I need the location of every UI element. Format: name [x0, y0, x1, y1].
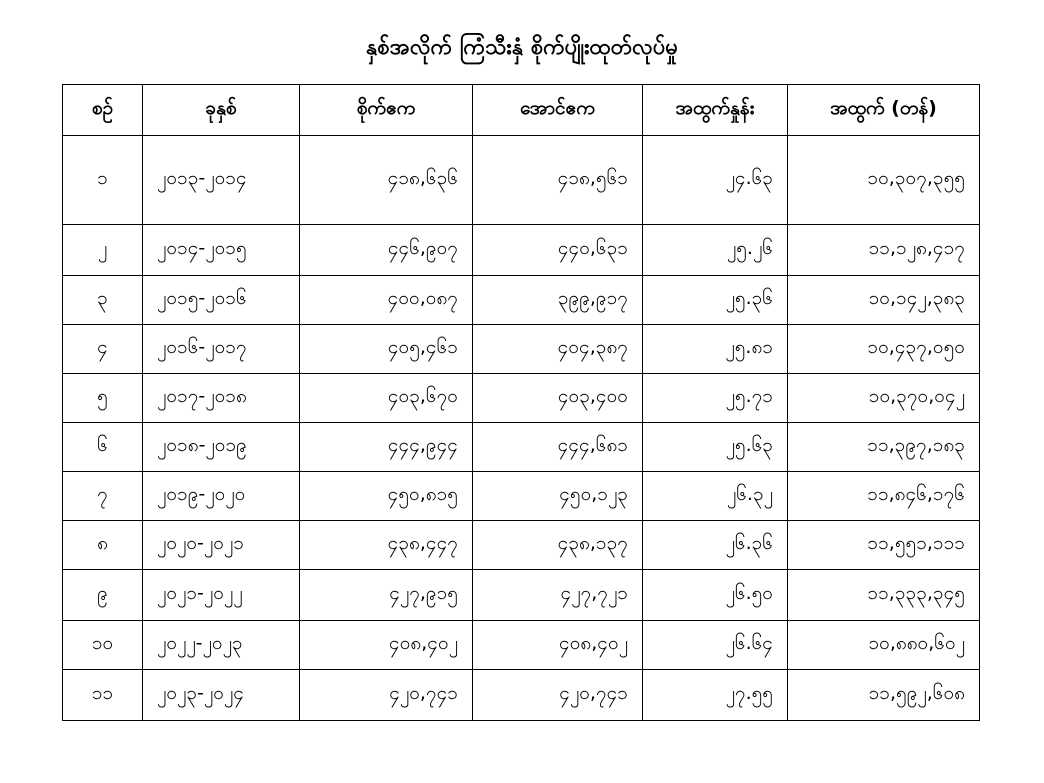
table-row — [63, 621, 980, 670]
cell-production-tons: ၁၀,၁၄၂,၃၈၃ — [788, 276, 980, 325]
cell-year: ၂၀၁၅-၂၀၁၆ — [143, 276, 300, 325]
cell-serial-number: ၁ — [63, 136, 143, 225]
table-row — [63, 325, 980, 374]
cell-harvested-acres: ၄၄၄,၆၈၁ — [473, 423, 643, 472]
cell-serial-number: ၅ — [63, 374, 143, 423]
cell-sown-acres: ၄၀၈,၄၀၂ — [300, 621, 473, 670]
cell-year: ၂၀၁၃-၂၀၁၄ — [143, 136, 300, 225]
cell-serial-number: ၉ — [63, 570, 143, 621]
production-table — [62, 84, 980, 721]
cell-year: ၂၀၁၉-၂၀၂၀ — [143, 472, 300, 521]
cell-harvested-acres: ၄၃၈,၁၃၇ — [473, 521, 643, 570]
table-row — [63, 670, 980, 721]
cell-production-tons: ၁၀,၈၈၀,၆၀၂ — [788, 621, 980, 670]
cell-sown-acres: ၄၀၀,၀၈၇ — [300, 276, 473, 325]
cell-yield-rate: ၂၅.၇၁ — [643, 374, 788, 423]
cell-year: ၂၀၁၄-၂၀၁၅ — [143, 225, 300, 276]
header-harvested-acres: အောင်ဧက — [473, 85, 643, 136]
table-row — [63, 225, 980, 276]
cell-harvested-acres: ၄၀၈,၄၀၂ — [473, 621, 643, 670]
cell-year: ၂၀၂၂-၂၀၂၃ — [143, 621, 300, 670]
document-title: နှစ်အလိုက် ကြံသီးနှံ စိုက်ပျိုးထုတ်လုပ်မှု — [366, 35, 678, 60]
cell-harvested-acres: ၄၀၃,၄၀၀ — [473, 374, 643, 423]
header-year: ခုနှစ် — [143, 85, 300, 136]
cell-serial-number: ၁၁ — [63, 670, 143, 721]
cell-sown-acres: ၄၅၀,၈၁၅ — [300, 472, 473, 521]
cell-harvested-acres: ၄၀၄,၃၈၇ — [473, 325, 643, 374]
cell-production-tons: ၁၀,၄၃၇,၀၅၀ — [788, 325, 980, 374]
cell-year: ၂၀၁၆-၂၀၁၇ — [143, 325, 300, 374]
table-row — [63, 136, 980, 225]
cell-harvested-acres: ၄၄၀,၆၃၁ — [473, 225, 643, 276]
cell-sown-acres: ၄၀၃,၆၇၀ — [300, 374, 473, 423]
cell-year: ၂၀၁၇-၂၀၁၈ — [143, 374, 300, 423]
cell-production-tons: ၁၁,၁၂၈,၄၁၇ — [788, 225, 980, 276]
header-sown-acres: စိုက်ဧက — [300, 85, 473, 136]
cell-production-tons: ၁၁,၃၉၇,၁၈၃ — [788, 423, 980, 472]
cell-year: ၂၀၂၃-၂၀၂၄ — [143, 670, 300, 721]
cell-harvested-acres: ၄၂၀,၇၄၁ — [473, 670, 643, 721]
header-yield-rate: အထွက်နှုန်း — [643, 85, 788, 136]
cell-production-tons: ၁၀,၃၇၀,၀၄၂ — [788, 374, 980, 423]
header-serial-number: စဉ် — [63, 85, 143, 136]
cell-year: ၂၀၁၈-၂၀၁၉ — [143, 423, 300, 472]
cell-serial-number: ၈ — [63, 521, 143, 570]
cell-production-tons: ၁၁,၃၃၃,၃၄၅ — [788, 570, 980, 621]
table-row — [63, 374, 980, 423]
cell-serial-number: ၃ — [63, 276, 143, 325]
cell-sown-acres: ၄၂၀,၇၄၁ — [300, 670, 473, 721]
cell-production-tons: ၁၁,၅၉၂,၆၀၈ — [788, 670, 980, 721]
cell-yield-rate: ၂၆.၅၀ — [643, 570, 788, 621]
cell-yield-rate: ၂၆.၃၂ — [643, 472, 788, 521]
cell-yield-rate: ၂၇.၅၅ — [643, 670, 788, 721]
cell-harvested-acres: ၄၁၈,၅၆၁ — [473, 136, 643, 225]
cell-yield-rate: ၂၅.၂၆ — [643, 225, 788, 276]
table-row — [63, 521, 980, 570]
header-production-tons: အထွက် (တန်) — [788, 85, 980, 136]
cell-harvested-acres: ၄၅၀,၁၂၃ — [473, 472, 643, 521]
cell-production-tons: ၁၁,၈၄၆,၁၇၆ — [788, 472, 980, 521]
cell-yield-rate: ၂၆.၃၆ — [643, 521, 788, 570]
cell-harvested-acres: ၃၉၉,၉၁၇ — [473, 276, 643, 325]
table-row — [63, 423, 980, 472]
cell-sown-acres: ၄၄၄,၉၄၄ — [300, 423, 473, 472]
cell-sown-acres: ၄၂၇,၉၁၅ — [300, 570, 473, 621]
cell-yield-rate: ၂၅.၆၃ — [643, 423, 788, 472]
cell-yield-rate: ၂၄.၆၃ — [643, 136, 788, 225]
cell-production-tons: ၁၁,၅၅၁,၁၁၁ — [788, 521, 980, 570]
table-row — [63, 276, 980, 325]
cell-serial-number: ၂ — [63, 225, 143, 276]
cell-serial-number: ၄ — [63, 325, 143, 374]
cell-sown-acres: ၄၃၈,၄၄၇ — [300, 521, 473, 570]
table-row — [63, 570, 980, 621]
cell-yield-rate: ၂၅.၈၁ — [643, 325, 788, 374]
cell-serial-number: ၇ — [63, 472, 143, 521]
cell-production-tons: ၁၀,၃၀၇,၃၅၅ — [788, 136, 980, 225]
cell-yield-rate: ၂၆.၆၄ — [643, 621, 788, 670]
cell-sown-acres: ၄၀၅,၄၆၁ — [300, 325, 473, 374]
table-header-row — [63, 85, 980, 136]
cell-harvested-acres: ၄၂၇,၇၂၁ — [473, 570, 643, 621]
cell-sown-acres: ၄၄၆,၉၀၇ — [300, 225, 473, 276]
cell-serial-number: ၆ — [63, 423, 143, 472]
cell-sown-acres: ၄၁၈,၆၃၆ — [300, 136, 473, 225]
cell-yield-rate: ၂၅.၃၆ — [643, 276, 788, 325]
cell-year: ၂၀၂၁-၂၀၂၂ — [143, 570, 300, 621]
cell-serial-number: ၁၀ — [63, 621, 143, 670]
table-row — [63, 472, 980, 521]
cell-year: ၂၀၂၀-၂၀၂၁ — [143, 521, 300, 570]
